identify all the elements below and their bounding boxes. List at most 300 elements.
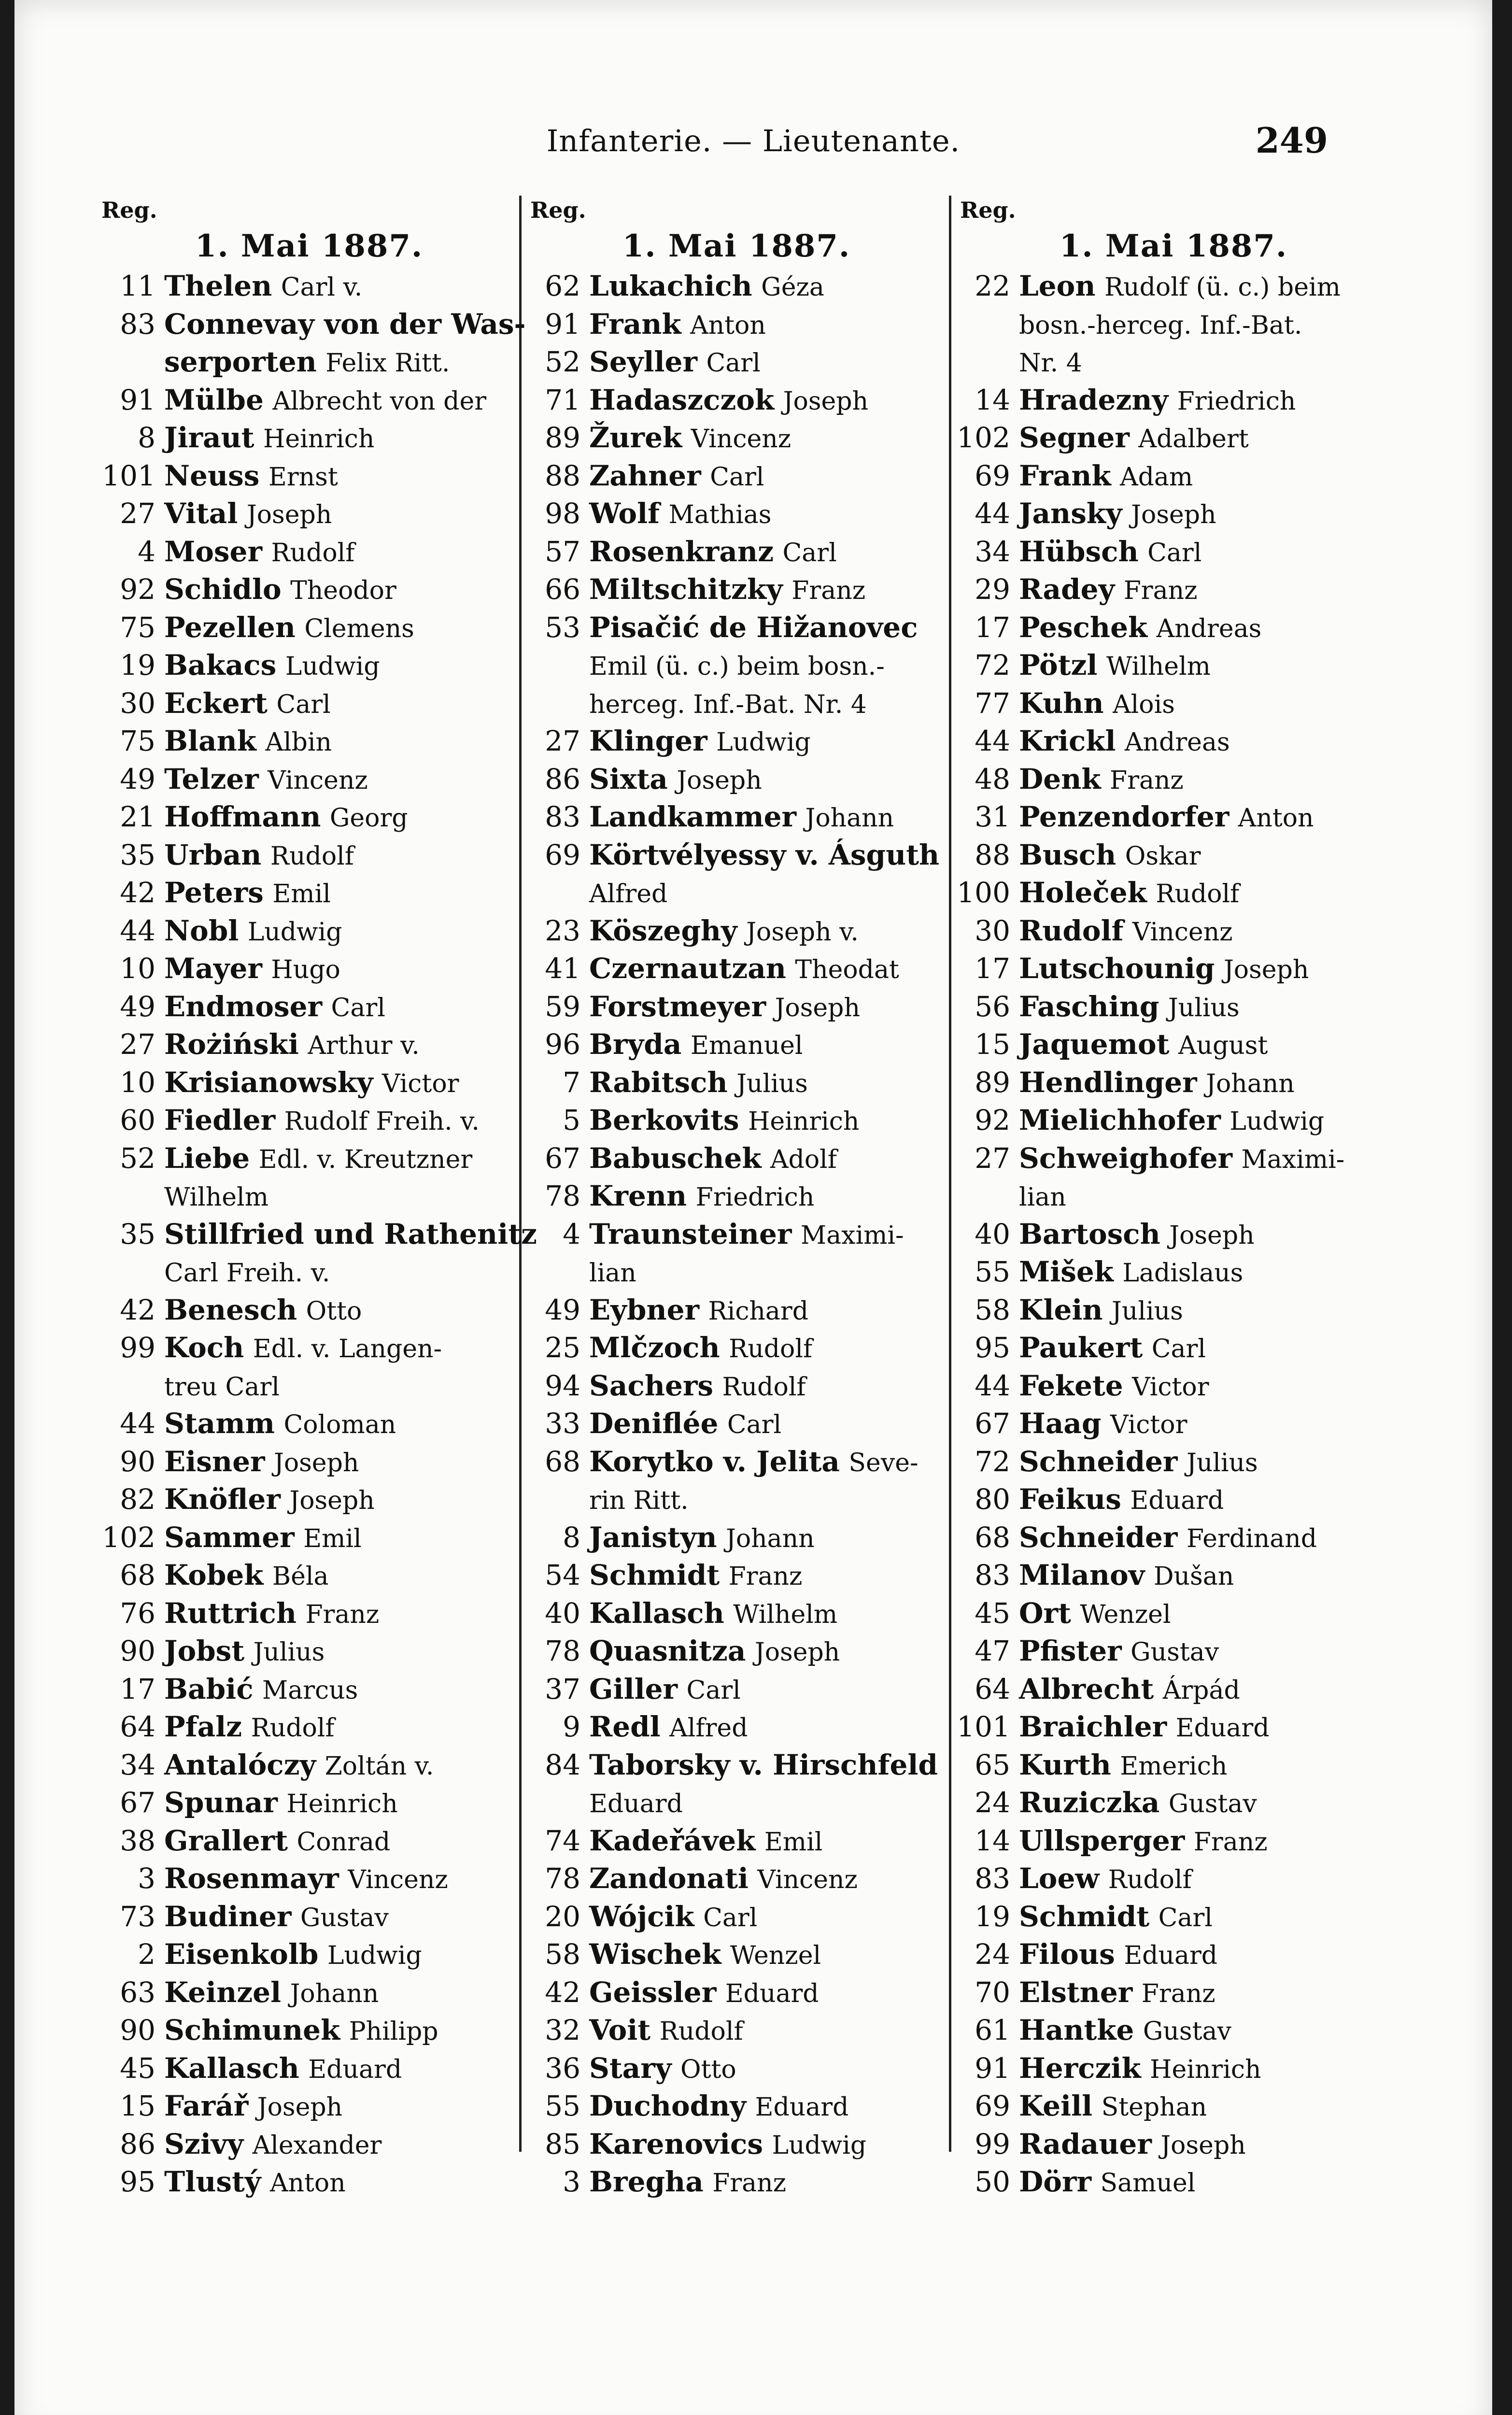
surname: Hoffmann: [164, 800, 321, 833]
roster-entry: [101, 458, 517, 496]
roster-entry: [101, 2164, 517, 2202]
surname: Klinger: [589, 724, 707, 757]
regiment-number: 83: [545, 800, 580, 833]
given-name: Carl: [1151, 1335, 1206, 1364]
surname: Lutschounig: [1019, 952, 1215, 985]
regiment-number: 72: [975, 649, 1010, 682]
surname: Busch: [1019, 838, 1116, 871]
regiment-number: 78: [545, 1862, 580, 1895]
surname: Kuhn: [1019, 686, 1104, 720]
surname: Giller: [589, 1672, 678, 1705]
roster-entry: [526, 382, 947, 420]
roster-entry: [956, 344, 1391, 382]
column-divider: [519, 196, 522, 2152]
given-name: Carl: [686, 1676, 741, 1705]
regiment-number: 38: [120, 1824, 155, 1857]
given-name: Vincenz: [1132, 917, 1233, 947]
surname: Paukert: [1019, 1331, 1143, 1364]
surname: Ort: [1019, 1596, 1071, 1630]
given-name: Carl: [331, 993, 385, 1023]
regiment-number: 91: [545, 307, 580, 341]
given-name: Rudolf (ü. c.) beim: [1104, 273, 1341, 302]
regiment-number: 25: [545, 1331, 580, 1364]
roster-entry: [956, 1709, 1391, 1747]
surname: Mišek: [1019, 1255, 1114, 1288]
given-name: Ludwig: [716, 728, 811, 757]
regiment-number: 99: [975, 2127, 1010, 2160]
surname: Schimunek: [164, 2014, 340, 2046]
given-name: Joseph: [754, 1638, 840, 1667]
regiment-number: 33: [545, 1407, 580, 1440]
roster-entry: [526, 2050, 947, 2088]
roster-entry: [101, 1481, 517, 1520]
regiment-number: 74: [545, 1824, 580, 1857]
given-name: Gustav: [1143, 2017, 1231, 2046]
given-name: Alois: [1113, 690, 1175, 719]
regiment-number: 67: [545, 1141, 580, 1175]
regiment-number: 94: [545, 1369, 580, 1402]
roster-entry: [956, 837, 1391, 875]
regiment-number: 9: [563, 1710, 580, 1743]
roster-entry: [956, 989, 1391, 1027]
roster-entry: [101, 647, 517, 685]
roster-entry: [101, 1330, 517, 1368]
given-name: Emil: [303, 1524, 362, 1553]
given-name: Rudolf: [729, 1335, 813, 1364]
roster-entry: [956, 2050, 1391, 2088]
roster-entry: [956, 571, 1391, 610]
surname: Frank: [589, 307, 681, 341]
given-name: Heinrich: [263, 425, 375, 454]
regiment-number: 52: [120, 1141, 155, 1175]
regiment-number: 69: [975, 459, 1010, 492]
given-name: Felix Ritt.: [325, 349, 450, 378]
regiment-number: 49: [120, 990, 155, 1023]
given-name: Béla: [272, 1562, 329, 1591]
roster-entry: [101, 1102, 517, 1140]
roster-entry: [526, 1709, 947, 1747]
given-name: Victor: [382, 1069, 459, 1098]
regiment-number: 24: [975, 1786, 1010, 1819]
given-name: Joseph: [1131, 500, 1216, 529]
roster-entry: [101, 1823, 517, 1861]
surname: Milanov: [1019, 1559, 1145, 1591]
regiment-number: 23: [545, 914, 580, 947]
roster-entry: [526, 610, 947, 648]
surname: Farář: [164, 2089, 249, 2122]
regiment-number: 72: [975, 1445, 1010, 1478]
roster-entry: [101, 496, 517, 534]
officer-list: [526, 268, 947, 2202]
given-name: Ludwig: [1229, 1107, 1325, 1136]
given-name: Clemens: [304, 614, 414, 643]
roster-entry: [101, 1368, 517, 1406]
surname: Eybner: [589, 1293, 700, 1326]
given-name: Samuel: [1100, 2169, 1196, 2198]
regiment-number: 5: [563, 1104, 580, 1136]
roster-entry: [526, 1861, 947, 1899]
roster-entry: [956, 1747, 1391, 1785]
roster-entry: [956, 1595, 1391, 1634]
given-name: Ernst: [268, 462, 338, 492]
roster-entry: [101, 268, 517, 306]
given-name: Joseph: [289, 1486, 375, 1515]
surname: Albrecht: [1019, 1672, 1154, 1705]
roster-entry: [526, 1785, 947, 1823]
roster-entry: [526, 496, 947, 534]
given-name: Géza: [761, 273, 824, 302]
roster-entry: [526, 1102, 947, 1140]
surname: Eisner: [164, 1445, 265, 1478]
surname: Žurek: [589, 421, 682, 454]
regiment-number: 78: [545, 1634, 580, 1667]
surname: Budiner: [164, 1900, 292, 1933]
regiment-number: 11: [120, 270, 155, 302]
given-name: Franz: [791, 576, 866, 605]
surname: Mlčzoch: [589, 1331, 720, 1364]
regiment-number: 65: [975, 1748, 1010, 1781]
regiment-number: 49: [545, 1293, 580, 1326]
regiment-number: 92: [975, 1104, 1010, 1136]
roster-entry: [956, 1936, 1391, 1975]
given-name: Franz: [1123, 576, 1198, 605]
given-name: Emil: [272, 880, 331, 909]
regiment-number: 95: [975, 1331, 1010, 1364]
roster-entry: [956, 1861, 1391, 1899]
roster-entry: [956, 1785, 1391, 1823]
reg-label: Reg.: [960, 197, 1016, 223]
given-name: Mathias: [668, 500, 772, 529]
regiment-number: 89: [975, 1065, 1010, 1099]
surname: Leon: [1019, 270, 1096, 302]
roster-entry: [101, 1861, 517, 1899]
surname: Nobl: [164, 914, 239, 947]
roster-entry: [956, 1026, 1391, 1065]
regiment-number: 27: [545, 724, 580, 757]
roster-entry: [956, 1406, 1391, 1444]
roster-entry: [526, 913, 947, 951]
surname: Schidlo: [164, 573, 282, 606]
given-name: Emil (ü. c.) beim bosn.-: [589, 652, 885, 681]
roster-entry: [101, 761, 517, 799]
roster-entry: [526, 1368, 947, 1406]
column-divider: [949, 196, 951, 2152]
surname: Schweighofer: [1019, 1141, 1233, 1175]
given-name: Árpád: [1162, 1676, 1240, 1705]
regiment-number: 89: [545, 421, 580, 454]
surname: Jaquemot: [1019, 1028, 1170, 1061]
given-name: Johann: [1206, 1069, 1295, 1098]
given-name: Emerich: [1120, 1751, 1228, 1781]
surname: Hradezny: [1019, 383, 1169, 416]
regiment-number: 86: [545, 762, 580, 796]
regiment-number: 56: [975, 990, 1010, 1023]
regiment-number: 102: [102, 1520, 155, 1554]
given-name: Joseph: [1223, 955, 1309, 984]
roster-entry: [526, 1520, 947, 1558]
roster-entry: [956, 685, 1391, 724]
regiment-number: 45: [120, 2051, 155, 2085]
regiment-number: 90: [120, 1445, 155, 1478]
surname: Grallert: [164, 1824, 288, 1857]
regiment-number: 17: [975, 611, 1010, 644]
given-name: Joseph: [775, 993, 860, 1023]
regiment-number: 14: [975, 383, 1010, 416]
given-name: Joseph: [677, 766, 762, 795]
surname: Spunar: [164, 1786, 278, 1819]
given-name: Marcus: [262, 1676, 358, 1705]
surname: Traunsteiner: [589, 1217, 792, 1250]
surname: Landkammer: [589, 800, 797, 833]
roster-entry: [101, 989, 517, 1027]
given-name: Rudolf Freih. v.: [284, 1107, 480, 1136]
given-name: Eduard: [1130, 1486, 1224, 1515]
given-name: Carl: [710, 462, 764, 492]
roster-entry: [526, 2088, 947, 2126]
given-name: August: [1178, 1031, 1268, 1060]
regiment-number: 41: [545, 952, 580, 985]
roster-entry: [956, 496, 1391, 534]
roster-entry: [956, 1633, 1391, 1671]
given-name: Joseph: [273, 1448, 359, 1477]
roster-entry: [526, 1747, 947, 1785]
roster-entry: [956, 382, 1391, 420]
roster-entry: [526, 1936, 947, 1975]
given-name: Friedrich: [1177, 386, 1296, 416]
given-name: Gustav: [1130, 1638, 1219, 1667]
given-name: Adalbert: [1138, 425, 1249, 454]
roster-entry: [526, 2012, 947, 2050]
regiment-number: 75: [120, 611, 155, 644]
given-name: Victor: [1110, 1410, 1187, 1439]
surname: Peschek: [1019, 611, 1148, 644]
roster-entry: [956, 875, 1391, 913]
roster-entry: [526, 799, 947, 837]
surname: Sammer: [164, 1520, 295, 1554]
regiment-number: 75: [120, 724, 155, 757]
regiment-number: 83: [975, 1559, 1010, 1591]
surname: Pfister: [1019, 1634, 1122, 1667]
surname: Keinzel: [164, 1975, 282, 2009]
regiment-number: 80: [975, 1483, 1010, 1516]
roster-column-2: [526, 196, 947, 2198]
regiment-number: 8: [138, 421, 155, 454]
roster-entry: [956, 1140, 1391, 1179]
regiment-number: 61: [975, 2014, 1010, 2046]
given-name: Dušan: [1153, 1562, 1234, 1591]
regiment-number: 102: [957, 421, 1010, 454]
roster-entry: [101, 1595, 517, 1634]
surname: Moser: [164, 535, 262, 568]
roster-entry: [101, 1709, 517, 1747]
roster-entry: [526, 1406, 947, 1444]
given-name: Rudolf: [659, 2017, 743, 2046]
roster-column-1: [101, 196, 537, 2198]
regiment-number: 3: [563, 2165, 580, 2198]
roster-entry: [101, 723, 517, 761]
running-head: Infanterie. — Lieutenante.: [546, 123, 961, 158]
surname: Wójcik: [589, 1900, 694, 1933]
given-name: Alfred: [669, 1714, 748, 1743]
regiment-number: 101: [102, 459, 155, 492]
given-name: Rudolf: [270, 841, 354, 871]
roster-entry: [101, 685, 517, 724]
given-name: Carl: [1147, 538, 1202, 568]
regiment-number: 49: [120, 762, 155, 796]
given-name: Alfred: [589, 880, 668, 909]
regiment-number: 88: [975, 838, 1010, 871]
roster-entry: [526, 571, 947, 610]
surname: Blank: [164, 724, 256, 757]
roster-entry: [526, 1444, 947, 1482]
roster-entry: [956, 1557, 1391, 1595]
given-name: Joseph: [783, 386, 869, 416]
surname: Frank: [1019, 459, 1111, 492]
given-name: Emanuel: [690, 1031, 803, 1060]
roster-entry: [956, 534, 1391, 572]
surname: Duchodny: [589, 2089, 747, 2122]
given-name: Carl: [782, 538, 837, 568]
roster-entry: [526, 761, 947, 799]
regiment-number: 88: [545, 459, 580, 492]
surname: Filous: [1019, 1938, 1115, 1971]
given-name: Eduard: [1175, 1714, 1270, 1743]
roster-entry: [101, 1936, 517, 1975]
regiment-number: 77: [975, 686, 1010, 720]
given-name: Ludwig: [772, 2131, 867, 2160]
regiment-number: 3: [138, 1862, 155, 1895]
roster-entry: [101, 2126, 517, 2164]
regiment-number: 20: [545, 1900, 580, 1933]
given-name: Theodat: [795, 955, 899, 984]
roster-entry: [101, 1178, 517, 1216]
roster-entry: [956, 2164, 1391, 2202]
surname: Bakacs: [164, 649, 277, 682]
roster-entry: [526, 1633, 947, 1671]
surname: Dörr: [1019, 2165, 1092, 2198]
roster-entry: [526, 306, 947, 344]
surname: Stamm: [164, 1407, 275, 1440]
regiment-number: 27: [120, 497, 155, 530]
roster-entry: [101, 913, 517, 951]
surname: Neuss: [164, 459, 260, 492]
regiment-number: 63: [120, 1975, 155, 2009]
regiment-number: 22: [975, 270, 1010, 302]
regiment-number: 4: [138, 535, 155, 568]
given-name: Johann: [805, 804, 894, 833]
surname: Quasnitza: [589, 1634, 746, 1667]
given-name: Albin: [265, 728, 332, 757]
surname: Körtvélyessy v. Ásguth: [589, 838, 940, 871]
surname: Connevay von der Was-: [164, 307, 526, 341]
roster-entry: [101, 1557, 517, 1595]
given-name: Eduard: [755, 2093, 849, 2122]
roster-entry: [956, 1330, 1391, 1368]
regiment-number: 95: [120, 2165, 155, 2198]
roster-entry: [956, 2012, 1391, 2050]
roster-entry: [526, 1557, 947, 1595]
regiment-number: 10: [120, 1065, 155, 1099]
regiment-number: 44: [975, 497, 1010, 530]
roster-entry: [526, 1254, 947, 1292]
regiment-number: 19: [975, 1900, 1010, 1933]
surname: Pisačić de Hižanovec: [589, 611, 918, 644]
surname: Forstmeyer: [589, 990, 766, 1023]
given-name: Julius: [1111, 1296, 1183, 1326]
regiment-number: 48: [975, 762, 1010, 796]
surname: Thelen: [164, 270, 272, 302]
regiment-number: 76: [120, 1596, 155, 1630]
regiment-number: 68: [120, 1559, 155, 1591]
surname: Telzer: [164, 762, 259, 796]
surname: Bregha: [589, 2165, 704, 2198]
roster-entry: [956, 1520, 1391, 1558]
roster-entry: [101, 1254, 517, 1292]
roster-entry: [956, 1481, 1391, 1520]
given-name: Ferdinand: [1186, 1524, 1317, 1553]
date-heading: 1. Mai 1887.: [1059, 228, 1288, 264]
given-name: Wilhelm: [164, 1183, 268, 1212]
given-name: Philipp: [349, 2017, 438, 2046]
roster-entry: [956, 1292, 1391, 1330]
given-name: Edl. v. Langen-: [253, 1335, 442, 1364]
given-name: Joseph v.: [746, 917, 859, 947]
surname: Lukachich: [589, 270, 752, 302]
given-name: Joseph: [257, 2093, 343, 2122]
surname: Klein: [1019, 1293, 1103, 1326]
roster-entry: [956, 761, 1391, 799]
roster-entry: [101, 534, 517, 572]
regiment-number: 91: [975, 2051, 1010, 2085]
surname: Rabitsch: [589, 1065, 728, 1099]
surname: Hübsch: [1019, 535, 1139, 568]
roster-entry: [956, 610, 1391, 648]
roster-entry: [101, 951, 517, 989]
surname: Krenn: [589, 1179, 687, 1212]
roster-entry: [101, 1671, 517, 1709]
given-name: Seve-: [848, 1448, 919, 1477]
regiment-number: 66: [545, 573, 580, 606]
surname: Korytko v. Jelita: [589, 1445, 840, 1478]
roster-entry: [526, 1065, 947, 1103]
given-name: Franz: [728, 1562, 803, 1591]
given-name: Joseph: [1160, 2131, 1246, 2160]
surname: Sixta: [589, 762, 668, 796]
given-name: Franz: [1193, 1827, 1268, 1857]
regiment-number: 50: [975, 2165, 1010, 2198]
given-name: Julius: [253, 1638, 325, 1667]
surname: Schmidt: [589, 1559, 720, 1591]
regiment-number: 92: [120, 573, 155, 606]
regiment-number: 4: [563, 1217, 580, 1250]
surname: Fasching: [1019, 990, 1159, 1023]
surname: Penzendorfer: [1019, 800, 1229, 833]
regiment-number: 29: [975, 573, 1010, 606]
regiment-number: 35: [120, 838, 155, 871]
surname: Rudolf: [1019, 914, 1124, 947]
regiment-number: 27: [975, 1141, 1010, 1175]
surname: Krisianowsky: [164, 1065, 373, 1099]
roster-entry: [956, 1671, 1391, 1709]
given-name: Coloman: [283, 1410, 396, 1439]
regiment-number: 32: [545, 2014, 580, 2046]
regiment-number: 53: [545, 611, 580, 644]
surname: Szivy: [164, 2127, 244, 2160]
surname: Rożiński: [164, 1028, 299, 1061]
surname: Fiedler: [164, 1104, 276, 1136]
surname: Kallasch: [164, 2051, 299, 2085]
surname: Redl: [589, 1710, 661, 1743]
